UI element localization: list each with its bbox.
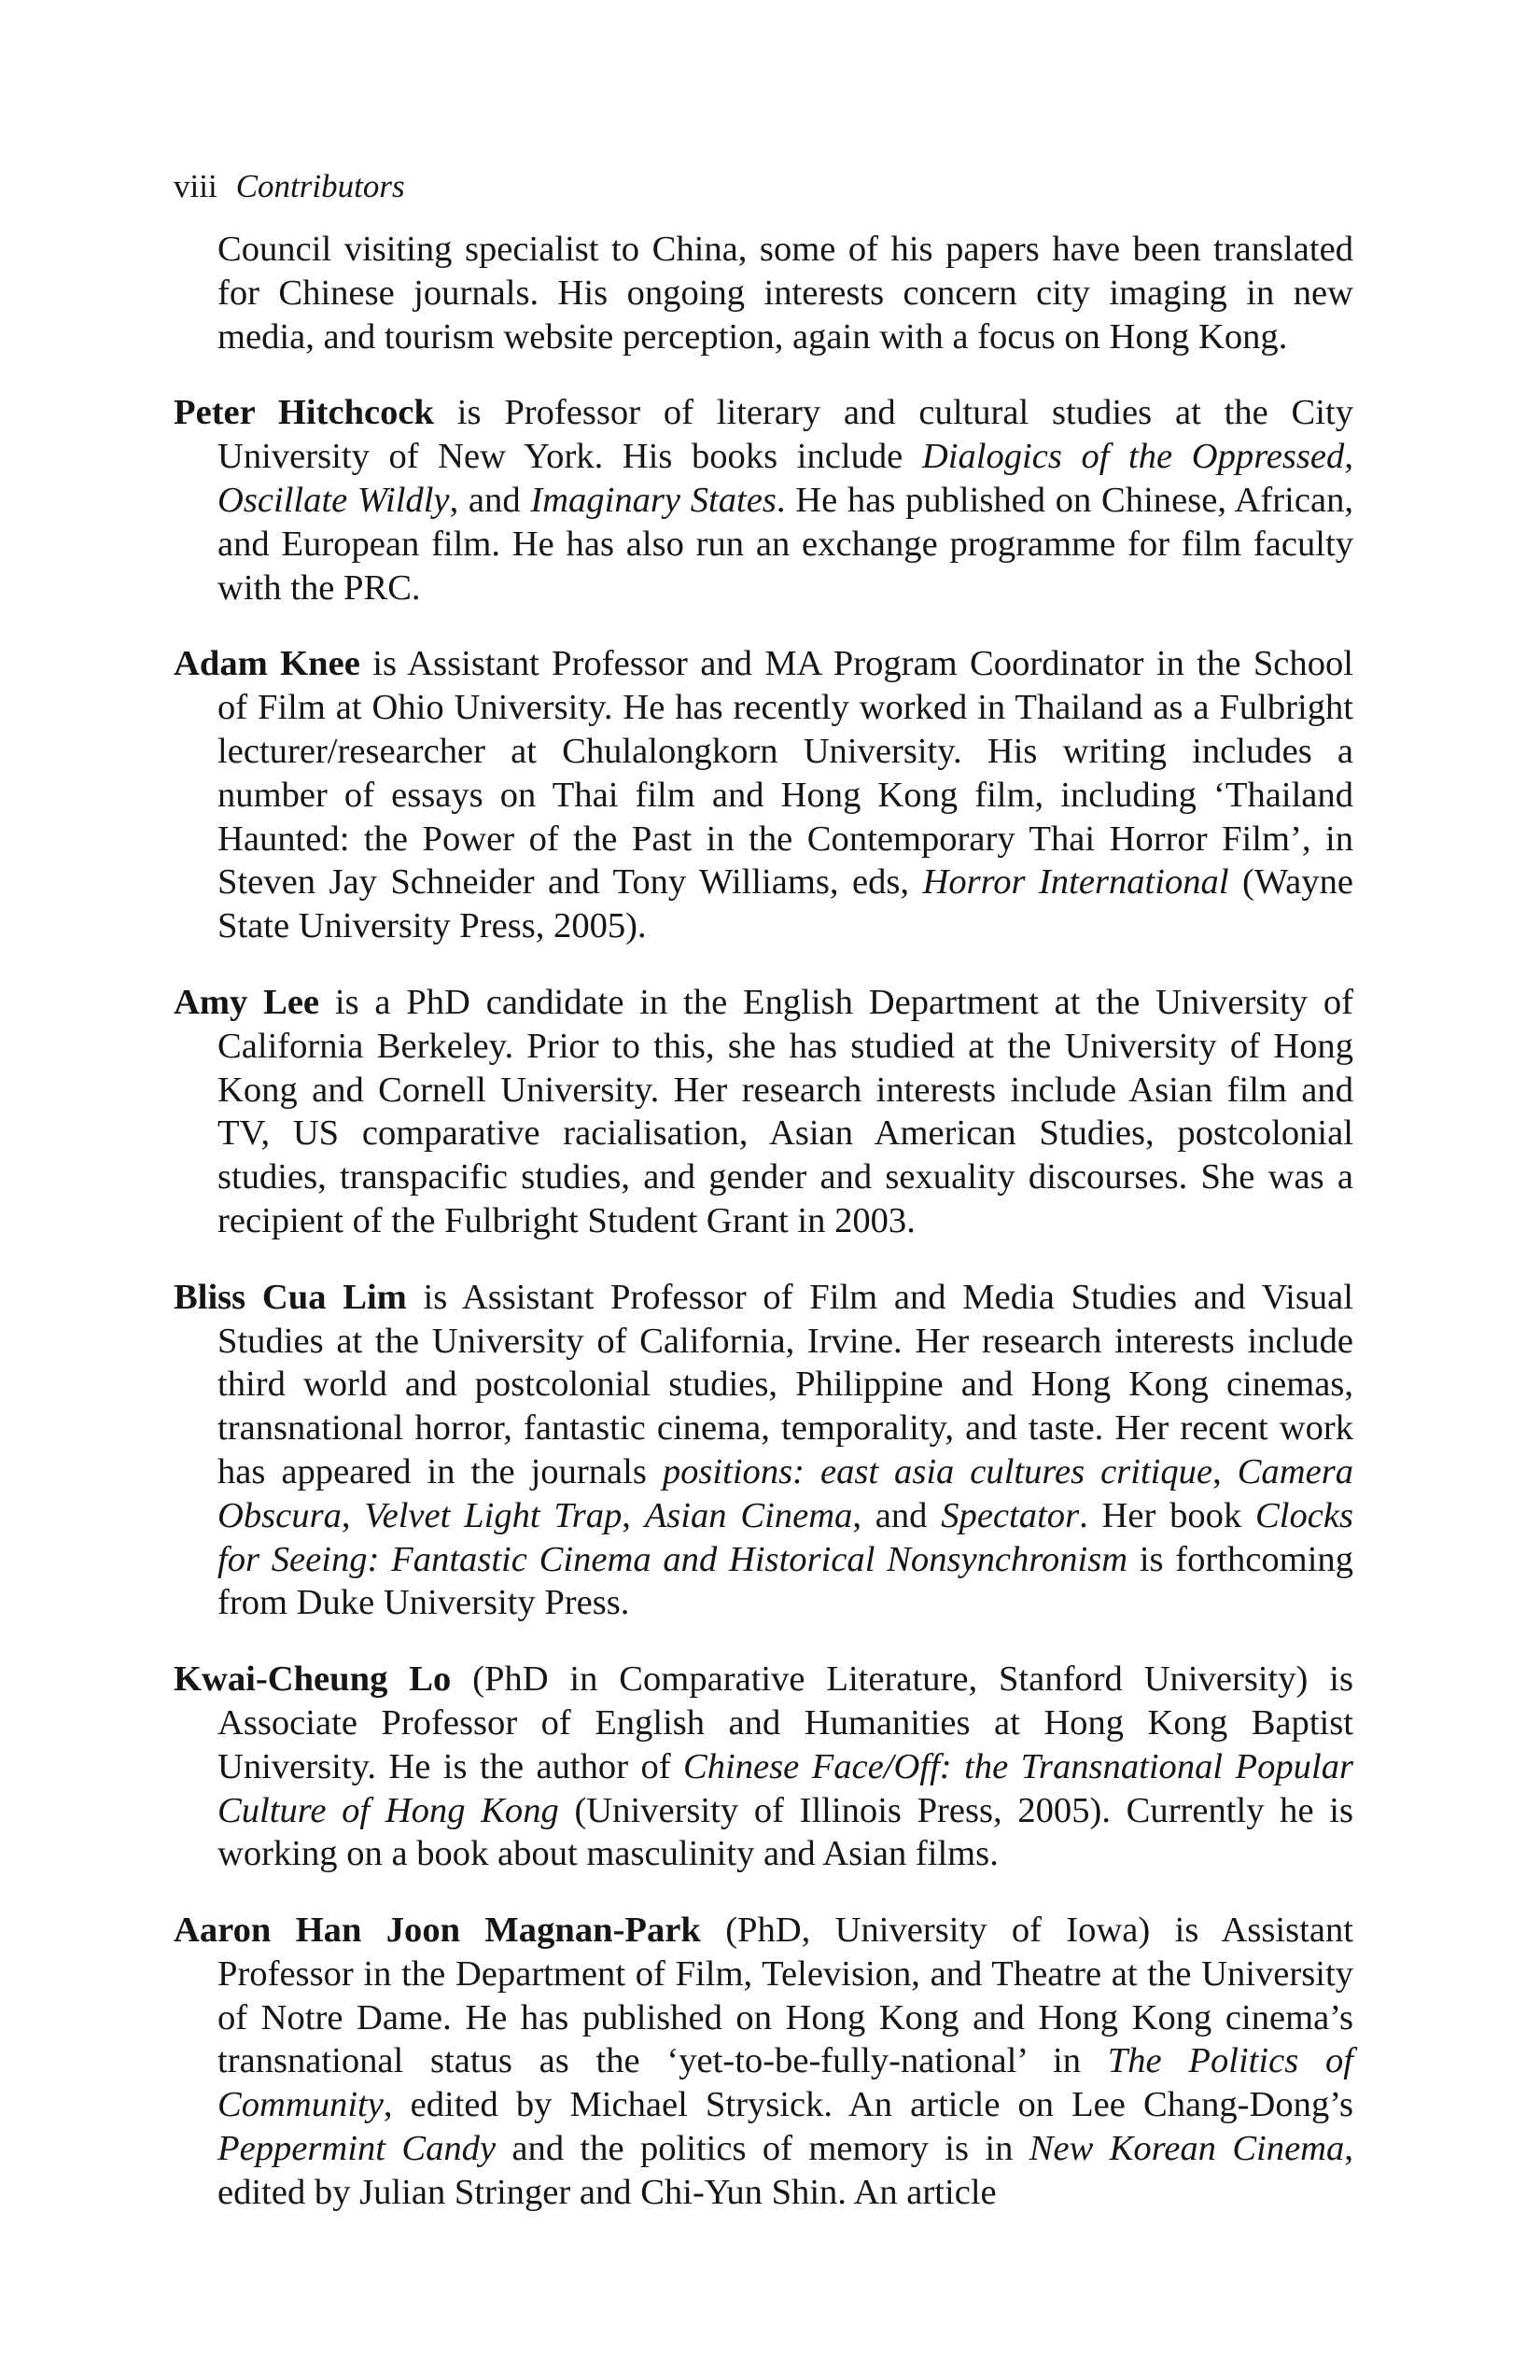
contributor-name: Aaron Han Joon Magnan-Park bbox=[174, 1911, 701, 1951]
entry-text: Council visiting specialist to China, some of his papers have been translated for Chinese journals. His ongoing interests concern city imaging in new media, and tourism website perception, again with a focus on Hong Kong. bbox=[217, 230, 1353, 357]
entry-text: , edited by Michael Strysick. An article on Lee Chang-Dong’s bbox=[383, 2085, 1353, 2125]
film-title: Peppermint Candy bbox=[217, 2129, 497, 2169]
entry-text: , and bbox=[852, 1495, 942, 1535]
journal-title: Velvet Light Trap bbox=[364, 1495, 623, 1535]
book-title: Chinese Face/Off: the Transnational Popular Culture of Hong Kong bbox=[217, 1746, 1353, 1830]
entry-text: is Assistant Professor and MA Program Coordinator in the School of Film at Ohio University. He has recently worked in Thailand as a Fulbright lecturer/researcher at Chulalongkorn University. His writing includes a number of essays on Thai film and Hong Kong film, including ‘Thailand Haunted: the Power of the Past in the Contemporary Thai Horror Film’, in Steven Jay Schneider and Tony Williams, eds, bbox=[217, 644, 1354, 903]
contributor-name: Peter Hitchcock bbox=[174, 393, 435, 433]
entry-text: (PhD, University of Iowa) is Assistant Professor in the Department of Film, Television, and Theatre at the University of Notre Dame. He has published on Hong Kong and Hong Kong cinema’s transnational status as the ‘yet-to-be-fully-national’ in bbox=[217, 1911, 1354, 2081]
book-title: Clocks for Seeing: Fantastic Cinema and Historical Nonsynchronism bbox=[217, 1495, 1353, 1579]
contributor-entry bbox=[174, 391, 1353, 609]
contributor-name: Adam Knee bbox=[174, 644, 360, 684]
contributor-name: Amy Lee bbox=[174, 982, 320, 1022]
running-head bbox=[174, 168, 405, 205]
running-title: Contributors bbox=[235, 168, 405, 204]
entry-text: , and bbox=[449, 480, 531, 520]
entry-text: (University of Illinois Press, 2005). Currently he is working on a book about masculinity and Asian films. bbox=[217, 1790, 1353, 1874]
contributor-entry bbox=[174, 642, 1353, 948]
book-title: Horror International bbox=[922, 862, 1229, 903]
book-title: The Politics of Community bbox=[217, 2041, 1353, 2125]
book-title: New Korean Cinema bbox=[1029, 2129, 1345, 2169]
contributors-list bbox=[174, 228, 1353, 2247]
contributor-entry bbox=[174, 1276, 1353, 1625]
page-number: viii bbox=[174, 168, 217, 204]
entry-text: (PhD in Comparative Literature, Stanford University) is Associate Professor of English and Humanities at Hong Kong Baptist University. He is the author of bbox=[217, 1659, 1353, 1786]
entry-text: is Professor of literary and cultural studies at the City University of New York. His books include bbox=[217, 393, 1353, 477]
contributor-entry bbox=[174, 1658, 1353, 1876]
entry-text: , bbox=[1212, 1451, 1238, 1491]
entry-text: is Assistant Professor of Film and Media Studies and Visual Studies at the University of California, Irvine. Her research interests include third world and postcolonial studies, Philippine and Hong Kong cinemas, transnational horror, fantastic cinema, temporality, and taste. Her recent work has appeared in the journals bbox=[217, 1277, 1353, 1491]
entry-text: , edited by Julian Stringer and Chi-Yun Shin. An article bbox=[217, 2129, 1353, 2212]
entry-text: is a PhD candidate in the English Department at the University of California Berkeley. Prior to this, she has studied at the University of Hong Kong and Cornell University. Her research interests include Asian film and TV, US comparative racialisation, Asian American Studies, postcolonial studies, transpacific studies, and gender and sexuality discourses. She was a recipient of the Fulbright Student Grant in 2003. bbox=[217, 982, 1353, 1240]
book-title: Oscillate Wildly bbox=[217, 480, 450, 520]
entry-text: . Her book bbox=[1079, 1495, 1255, 1535]
entry-text: is forthcoming from Duke University Press. bbox=[217, 1539, 1353, 1623]
book-title: Dialogics of the Oppressed bbox=[921, 437, 1345, 477]
entry-text: , bbox=[1344, 437, 1353, 477]
entry-text: , bbox=[622, 1495, 645, 1535]
journal-title: Camera Obscura bbox=[217, 1451, 1353, 1535]
entry-text: (Wayne State University Press, 2005). bbox=[217, 862, 1354, 946]
contributor-name: Bliss Cua Lim bbox=[174, 1277, 407, 1317]
entry-text: . He has published on Chinese, African, and European film. He has also run an exchange programme for film faculty with the PRC. bbox=[217, 480, 1353, 608]
entry-text: , bbox=[341, 1495, 365, 1535]
contributor-entry bbox=[174, 981, 1353, 1243]
entry-text: and the politics of memory is in bbox=[496, 2129, 1029, 2169]
contributor-name: Kwai-Cheung Lo bbox=[174, 1659, 452, 1700]
journal-title: positions: east asia cultures critique bbox=[662, 1451, 1213, 1491]
contributor-entry bbox=[174, 1909, 1353, 2215]
journal-title: Spectator bbox=[941, 1495, 1080, 1535]
journal-title: Asian Cinema bbox=[644, 1495, 853, 1535]
book-title: Imaginary States bbox=[530, 480, 777, 520]
contributor-entry-continued bbox=[174, 228, 1353, 358]
